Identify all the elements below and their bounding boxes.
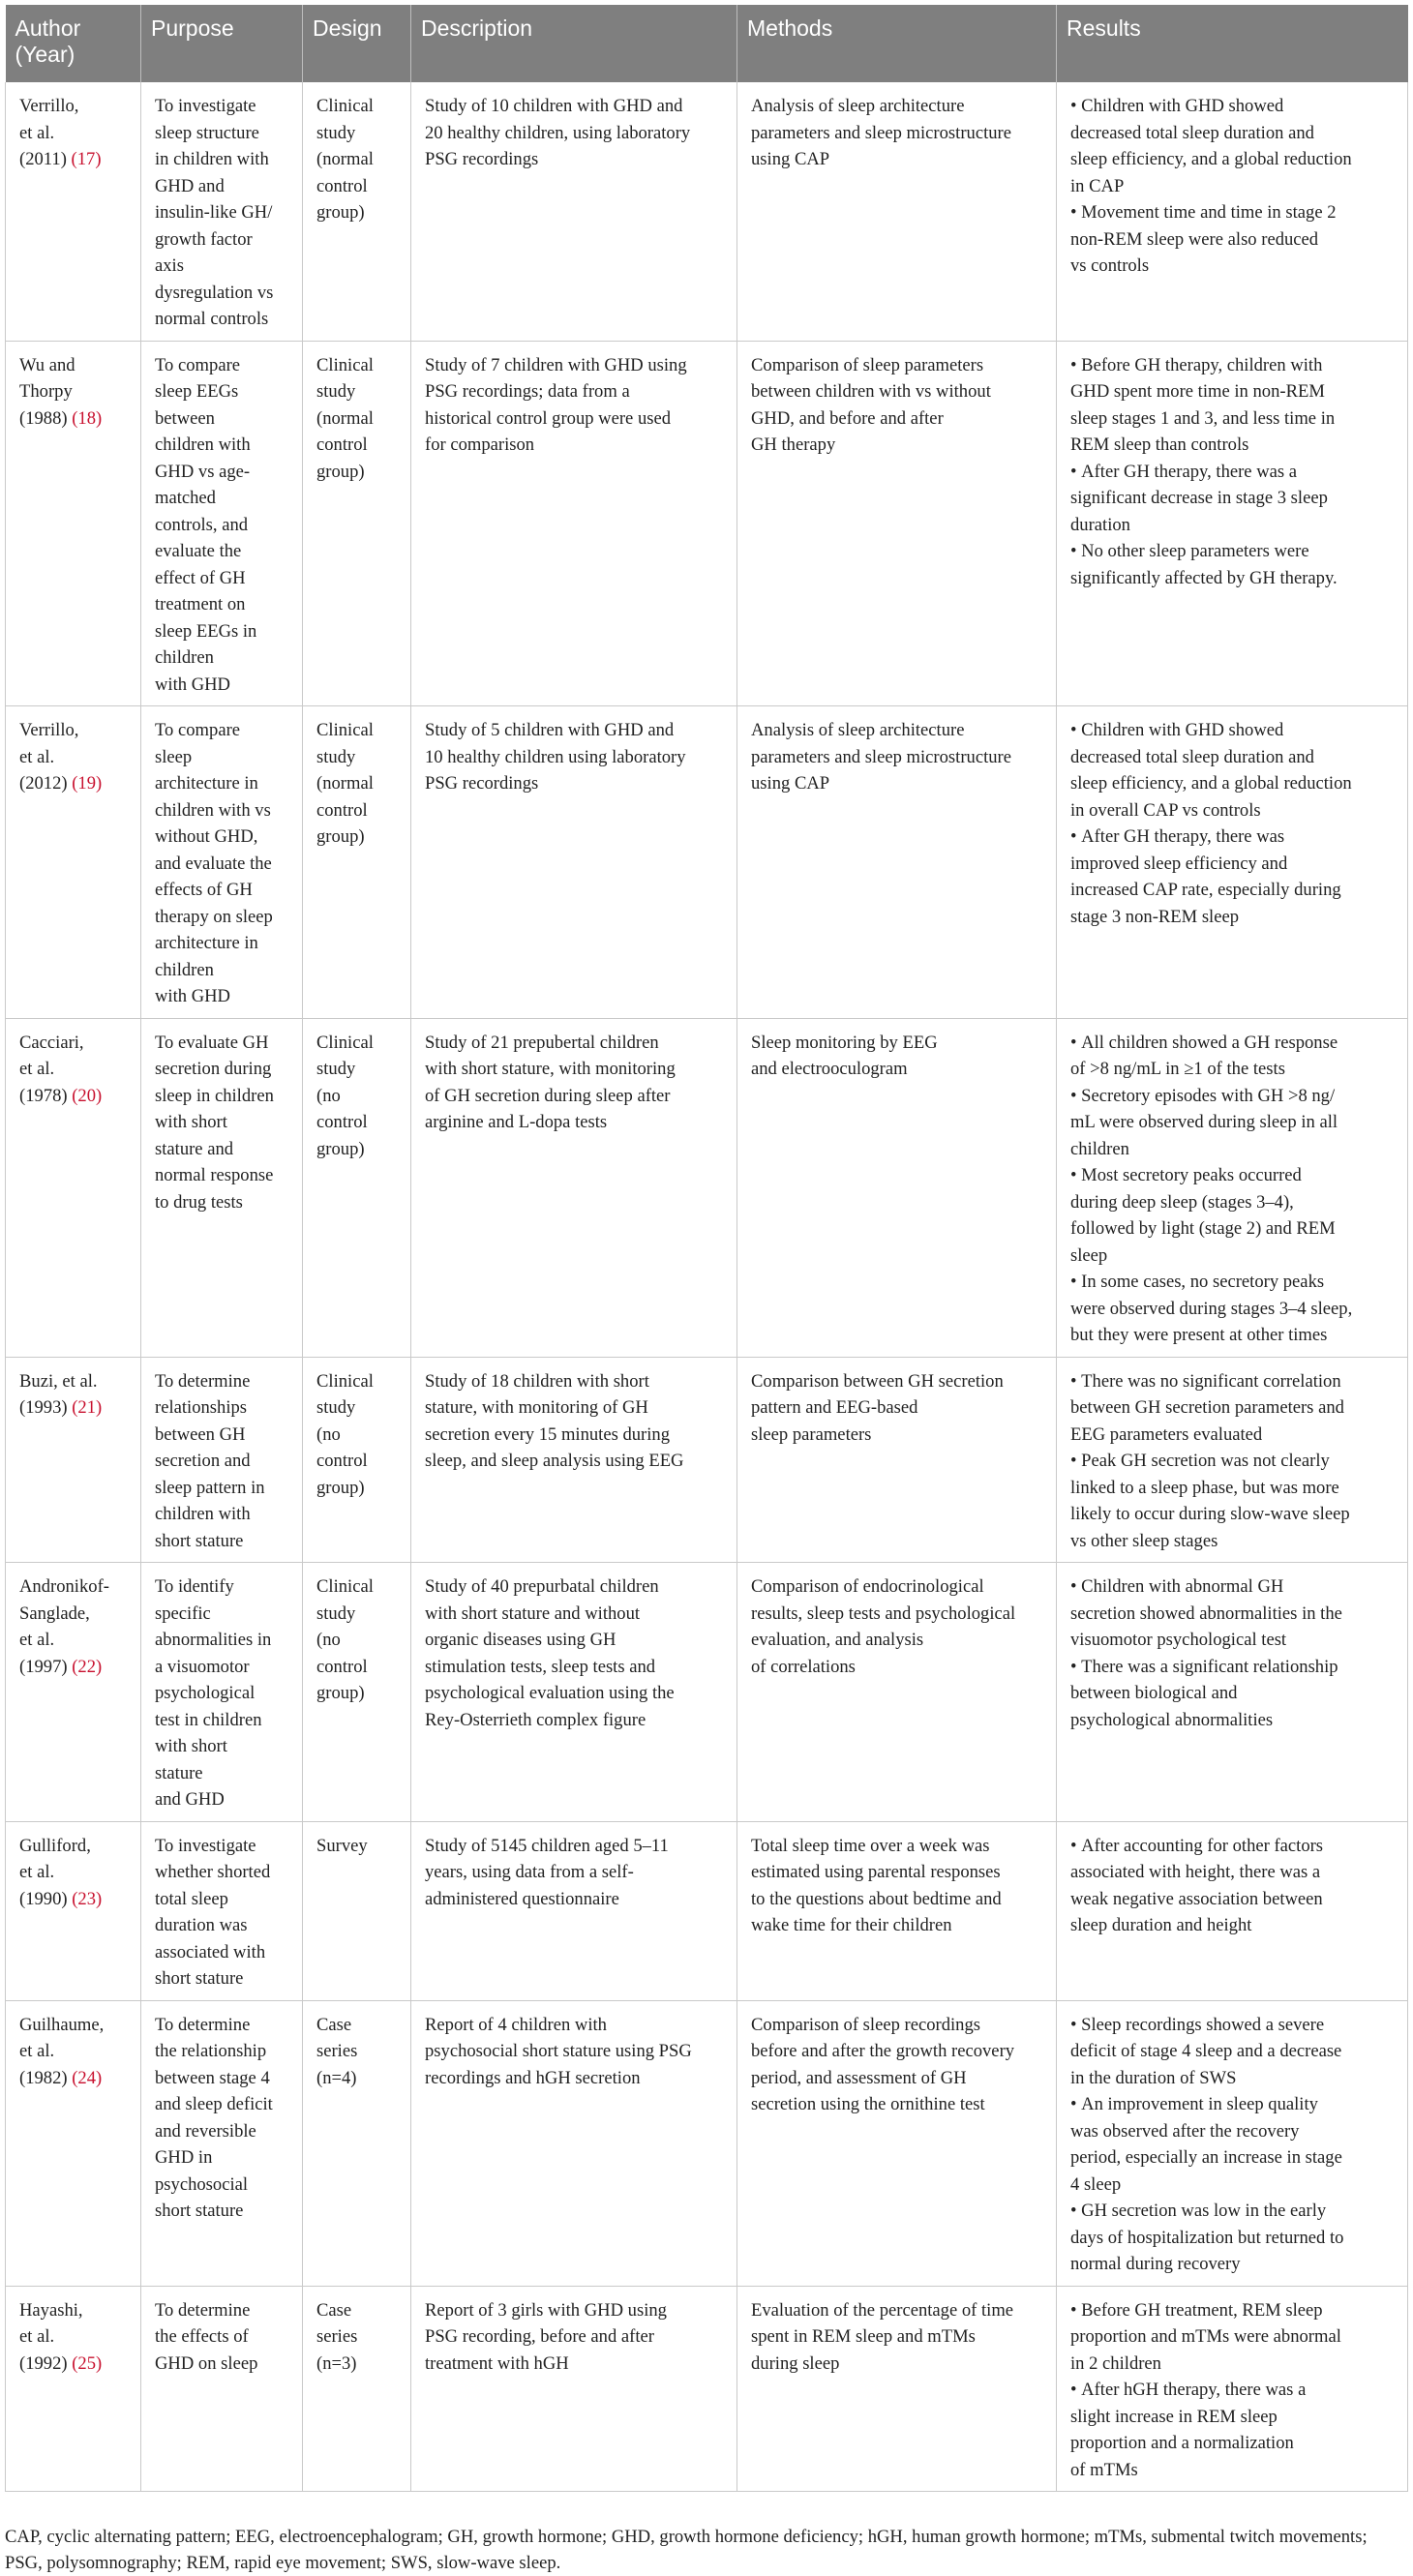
cell-purpose: To compare sleep architecture in children with vs without GHD, and evaluate the effects of GH therapy on sleep architecture in children with GHD (141, 706, 303, 1019)
table-row (6, 1563, 1408, 1822)
cell-description: Report of 4 children with psychosocial short stature using PSG recordings and hGH secretion (411, 2000, 737, 2286)
table-row (6, 82, 1408, 341)
result-bullet: • An improvement in sleep quality was observed after the recovery period, especially an increase in stage 4 sleep (1070, 2091, 1399, 2198)
cell-purpose: To determine relationships between GH secretion and sleep pattern in children with short stature (141, 1357, 303, 1563)
cell-author (6, 1018, 141, 1357)
cell-author (6, 341, 141, 706)
cell-purpose: To evaluate GH secretion during sleep in children with short stature and normal response to drug tests (141, 1018, 303, 1357)
header-results: Results (1057, 5, 1408, 82)
result-bullet: • There was no significant correlation between GH secretion parameters and EEG parameters evaluated (1070, 1368, 1399, 1449)
reference-link[interactable]: (24) (72, 2067, 103, 2088)
cell-author (6, 2286, 141, 2492)
author-text: Andronikof- Sanglade, et al. (1997) (19, 1576, 109, 1677)
cell-purpose: To investigate whether shorted total sleep duration was associated with short stature (141, 1821, 303, 2000)
result-bullet: • After GH therapy, there was improved sleep efficiency and increased CAP rate, especially during stage 3 non-REM sleep (1070, 824, 1399, 930)
table-footnote: CAP, cyclic alternating pattern; EEG, electroencephalogram; GH, growth hormone; GHD, growth hormone deficiency; hGH, human growth hormone; mTMs, submental twitch movements; PSG, polysomnography; REM, rapid eye movement; SWS, slow-wave sleep. (5, 2527, 1368, 2573)
cell-author (6, 1563, 141, 1822)
author-text: Cacciari, et al. (1978) (19, 1032, 84, 1106)
cell-description: Study of 18 children with short stature, with monitoring of GH secretion every 15 minutes during sleep, and sleep analysis using EEG (411, 1357, 737, 1563)
result-bullet: • After hGH therapy, there was a slight increase in REM sleep proportion and a normalization of mTMs (1070, 2377, 1399, 2483)
cell-design: Case series (n=4) (303, 2000, 411, 2286)
cell-results (1057, 2000, 1408, 2286)
cell-results (1057, 1357, 1408, 1563)
header-description: Description (411, 5, 737, 82)
author-text: Wu and Thorpy (1988) (19, 354, 75, 429)
table-row (6, 341, 1408, 706)
cell-purpose: To identify specific abnormalities in a visuomotor psychological test in children with short stature and GHD (141, 1563, 303, 1822)
result-bullet: • GH secretion was low in the early days of hospitalization but returned to normal during recovery (1070, 2198, 1399, 2278)
cell-design: Clinical study (no control group) (303, 1563, 411, 1822)
table-row (6, 2286, 1408, 2492)
result-bullet: • Sleep recordings showed a severe deficit of stage 4 sleep and a decrease in the duration of SWS (1070, 2012, 1399, 2092)
result-bullet: • There was a significant relationship between biological and psychological abnormalities (1070, 1654, 1399, 1734)
cell-design: Survey (303, 1821, 411, 2000)
header-purpose: Purpose (141, 5, 303, 82)
cell-design: Clinical study (normal control group) (303, 82, 411, 341)
cell-results (1057, 1018, 1408, 1357)
cell-author (6, 1357, 141, 1563)
result-bullet: • Peak GH secretion was not clearly linked to a sleep phase, but was more likely to occur during slow-wave sleep vs other sleep stages (1070, 1448, 1399, 1554)
result-bullet: • Most secretory peaks occurred during deep sleep (stages 3–4), followed by light (stage 2) and REM sleep (1070, 1162, 1399, 1269)
cell-methods: Analysis of sleep architecture parameters and sleep microstructure using CAP (737, 82, 1057, 341)
header-design: Design (303, 5, 411, 82)
cell-methods: Evaluation of the percentage of time spent in REM sleep and mTMs during sleep (737, 2286, 1057, 2492)
result-bullet: • Children with GHD showed decreased total sleep duration and sleep efficiency, and a global reduction in CAP (1070, 93, 1399, 199)
cell-results (1057, 1563, 1408, 1822)
author-text: Gulliford, et al. (1990) (19, 1835, 91, 1909)
reference-link[interactable]: (17) (71, 149, 102, 169)
cell-author (6, 82, 141, 341)
result-bullet: • Before GH treatment, REM sleep proportion and mTMs were abnormal in 2 children (1070, 2297, 1399, 2378)
result-bullet: • Before GH therapy, children with GHD spent more time in non-REM sleep stages 1 and 3, and less time in REM sleep than controls (1070, 352, 1399, 459)
reference-link[interactable]: (21) (72, 1397, 103, 1418)
table-row (6, 706, 1408, 1019)
result-bullet: • No other sleep parameters were significantly affected by GH therapy. (1070, 538, 1399, 591)
cell-description: Study of 10 children with GHD and 20 healthy children, using laboratory PSG recordings (411, 82, 737, 341)
cell-design: Clinical study (normal control group) (303, 706, 411, 1019)
author-text: Verrillo, et al. (2011) (19, 96, 79, 169)
table-body (6, 82, 1408, 2492)
reference-link[interactable]: (25) (72, 2352, 103, 2374)
cell-design: Clinical study (normal control group) (303, 341, 411, 706)
result-bullet: • After accounting for other factors associated with height, there was a weak negative association between sleep duration and height (1070, 1833, 1399, 1939)
cell-methods: Comparison of sleep parameters between children with vs without GHD, and before and after GH therapy (737, 341, 1057, 706)
cell-methods: Sleep monitoring by EEG and electrooculogram (737, 1018, 1057, 1357)
cell-methods: Comparison of sleep recordings before and after the growth recovery period, and assessment of GH secretion using the ornithine test (737, 2000, 1057, 2286)
cell-design: Clinical study (no control group) (303, 1018, 411, 1357)
cell-results (1057, 82, 1408, 341)
cell-results (1057, 341, 1408, 706)
cell-description: Study of 5145 children aged 5–11 years, using data from a self- administered questionnaire (411, 1821, 737, 2000)
cell-author (6, 1821, 141, 2000)
result-bullet: • Movement time and time in stage 2 non-REM sleep were also reduced vs controls (1070, 199, 1399, 280)
reference-link[interactable]: (20) (72, 1085, 103, 1106)
header-author: Author (Year) (6, 5, 141, 82)
cell-description: Report of 3 girls with GHD using PSG recording, before and after treatment with hGH (411, 2286, 737, 2492)
table-row (6, 1821, 1408, 2000)
cell-methods: Total sleep time over a week was estimated using parental responses to the questions about bedtime and wake time for their children (737, 1821, 1057, 2000)
header-methods: Methods (737, 5, 1057, 82)
cell-methods: Comparison between GH secretion pattern and EEG-based sleep parameters (737, 1357, 1057, 1563)
table-header (6, 5, 1408, 82)
cell-methods: Analysis of sleep architecture parameters and sleep microstructure using CAP (737, 706, 1057, 1019)
cell-description: Study of 7 children with GHD using PSG recordings; data from a historical control group were used for comparison (411, 341, 737, 706)
cell-results (1057, 1821, 1408, 2000)
cell-purpose: To determine the effects of GHD on sleep (141, 2286, 303, 2492)
result-bullet: • Secretory episodes with GH >8 ng/ mL were observed during sleep in all children (1070, 1083, 1399, 1163)
cell-author (6, 2000, 141, 2286)
reference-link[interactable]: (18) (72, 407, 103, 429)
cell-results (1057, 706, 1408, 1019)
cell-purpose: To compare sleep EEGs between children with GHD vs age- matched controls, and evaluate the effect of GH treatment on sleep EEGs in children with GHD (141, 341, 303, 706)
studies-table (5, 5, 1408, 2492)
author-text: Verrillo, et al. (2012) (19, 720, 79, 794)
cell-purpose: To determine the relationship between stage 4 and sleep deficit and reversible GHD in psychosocial short stature (141, 2000, 303, 2286)
cell-description: Study of 21 prepubertal children with short stature, with monitoring of GH secretion during sleep after arginine and L-dopa tests (411, 1018, 737, 1357)
author-text: Guilhaume, et al. (1982) (19, 2014, 105, 2088)
cell-design: Clinical study (no control group) (303, 1357, 411, 1563)
table-row (6, 2000, 1408, 2286)
cell-methods: Comparison of endocrinological results, sleep tests and psychological evaluation, and analysis of correlations (737, 1563, 1057, 1822)
result-bullet: • Children with abnormal GH secretion showed abnormalities in the visuomotor psychological test (1070, 1573, 1399, 1654)
author-text: Buzi, et al. (1993) (19, 1370, 98, 1418)
header-row (6, 5, 1408, 82)
table-row (6, 1018, 1408, 1357)
reference-link[interactable]: (22) (72, 1656, 103, 1677)
reference-link[interactable]: (19) (72, 773, 103, 794)
result-bullet: • After GH therapy, there was a significant decrease in stage 3 sleep duration (1070, 459, 1399, 539)
cell-author (6, 706, 141, 1019)
cell-results (1057, 2286, 1408, 2492)
result-bullet: • All children showed a GH response of >8 ng/mL in ≥1 of the tests (1070, 1030, 1399, 1083)
cell-description: Study of 5 children with GHD and 10 healthy children using laboratory PSG recordings (411, 706, 737, 1019)
result-bullet: • In some cases, no secretory peaks were observed during stages 3–4 sleep, but they were present at other times (1070, 1269, 1399, 1349)
cell-purpose: To investigate sleep structure in children with GHD and insulin-like GH/ growth factor axis dysregulation vs normal controls (141, 82, 303, 341)
cell-design: Case series (n=3) (303, 2286, 411, 2492)
reference-link[interactable]: (23) (72, 1888, 103, 1909)
cell-description: Study of 40 prepurbatal children with short stature and without organic diseases using GH stimulation tests, sleep tests and psychological evaluation using the Rey-Osterrieth complex figure (411, 1563, 737, 1822)
author-text: Hayashi, et al. (1992) (19, 2299, 83, 2374)
table-row (6, 1357, 1408, 1563)
result-bullet: • Children with GHD showed decreased total sleep duration and sleep efficiency, and a global reduction in overall CAP vs controls (1070, 717, 1399, 824)
